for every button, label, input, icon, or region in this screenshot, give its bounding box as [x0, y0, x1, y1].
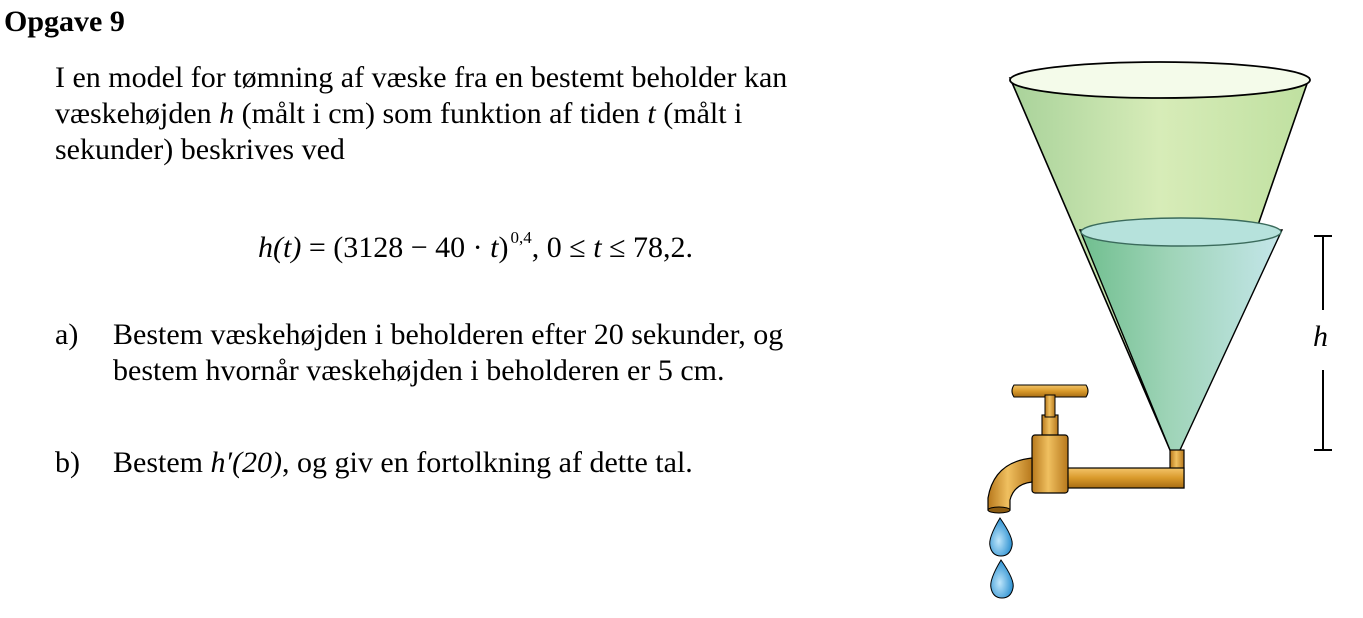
question-a-line-2: bestem hvornår væskehøjden i beholderen er 5 cm.: [113, 354, 725, 387]
task-title: Opgave 9: [4, 5, 125, 38]
pipe: [1060, 468, 1184, 488]
question-b-label: b): [55, 446, 80, 479]
funnel-rim: [1010, 62, 1310, 98]
funnel-illustration: [970, 40, 1350, 610]
question-a-line-1: Bestem væskehøjden i beholderen efter 20 sekunder, og: [113, 318, 784, 351]
tap-stem: [1042, 415, 1058, 437]
water-drop-1: [990, 518, 1013, 556]
funnel-liquid: [1080, 230, 1282, 453]
tap-body: [1032, 435, 1068, 493]
intro-line-3: sekunder) beskrives ved: [55, 133, 345, 166]
derivative-expression: h′(20): [210, 446, 283, 479]
tap-spout: [988, 458, 1032, 510]
height-label: h: [1313, 320, 1328, 353]
question-a-label: a): [55, 318, 79, 351]
intro-line-2: væskehøjden h (målt i cm) som funktion af tiden t (målt i: [55, 97, 743, 130]
water-drop-2: [991, 560, 1014, 598]
intro-line-1: I en model for tømning af væske fra en bestemt beholder kan: [55, 61, 788, 94]
function-formula: h(t) = (3128 − 40 · t) $^{0,4}$, 0 ≤ t ≤ 78,2.: [258, 228, 694, 264]
liquid-surface: [1081, 218, 1281, 246]
task-intro: [55, 60, 955, 168]
